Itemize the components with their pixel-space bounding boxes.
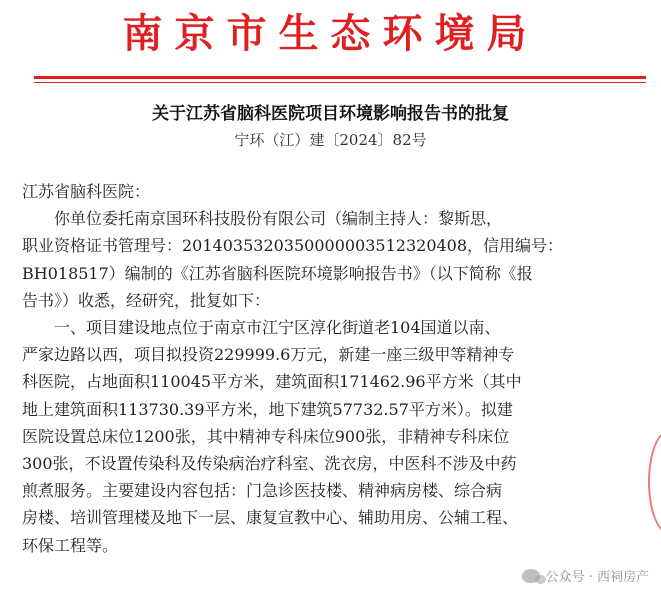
document-body: [22, 178, 622, 559]
document-title: 关于江苏省脑科医院项目环境影响报告书的批复: [152, 104, 509, 124]
seal-edge: [648, 430, 661, 534]
body-line: 煎煮服务。主要建设内容包括：门急诊医技楼、精神病房楼、综合病: [22, 481, 503, 501]
document-number: 宁环（江）建〔2024〕82号: [234, 131, 427, 149]
body-line: 环保工程等。: [22, 535, 119, 555]
header-rule-thin: [34, 82, 646, 83]
body-line: 科医院，占地面积110045平方米，建筑面积171462.96平方米（其中: [22, 372, 522, 392]
body-line: 医院设置总床位1200张，其中精神专科床位900张，非精神专科床位: [22, 426, 510, 446]
body-line: 严家边路以西，项目拟投资229999.6万元，新建一座三级甲等精神专: [22, 345, 515, 365]
body-line: 江苏省脑科医院：: [22, 182, 151, 201]
body-line: 告书》）收悉，经研究，批复如下：: [22, 290, 271, 310]
watermark: [522, 566, 649, 585]
body-line: 地上建筑面积113730.39平方米，地下建筑57732.57平方米）。拟建: [22, 399, 513, 419]
watermark-text: 公众号 · 西祠房产: [545, 570, 649, 585]
body-line: 一、项目建设地点位于南京市江宁区淳化街道老104国道以南、: [54, 318, 501, 338]
body-line: 300张，不设置传染科及传染病治疗科室、洗衣房，中医科不涉及中药: [22, 454, 517, 474]
body-line: BH018517）编制的《江苏省脑科医院环境影响报告书》（以下简称《报: [22, 263, 533, 283]
agency-header: 南京市生态环境局: [122, 10, 539, 57]
wechat-icon: [522, 569, 540, 583]
body-line: 房楼、培训管理楼及地下一层、康复宣教中心、辅助用房、公辅工程、: [22, 508, 519, 528]
header-rule-thick: [34, 76, 646, 79]
body-line: 职业资格证书管理号：2014035320350000003512320408，信用编号：: [22, 236, 564, 256]
body-line: 你单位委托南京国环科技股份有限公司（编制主持人：黎斯思，: [54, 209, 503, 229]
